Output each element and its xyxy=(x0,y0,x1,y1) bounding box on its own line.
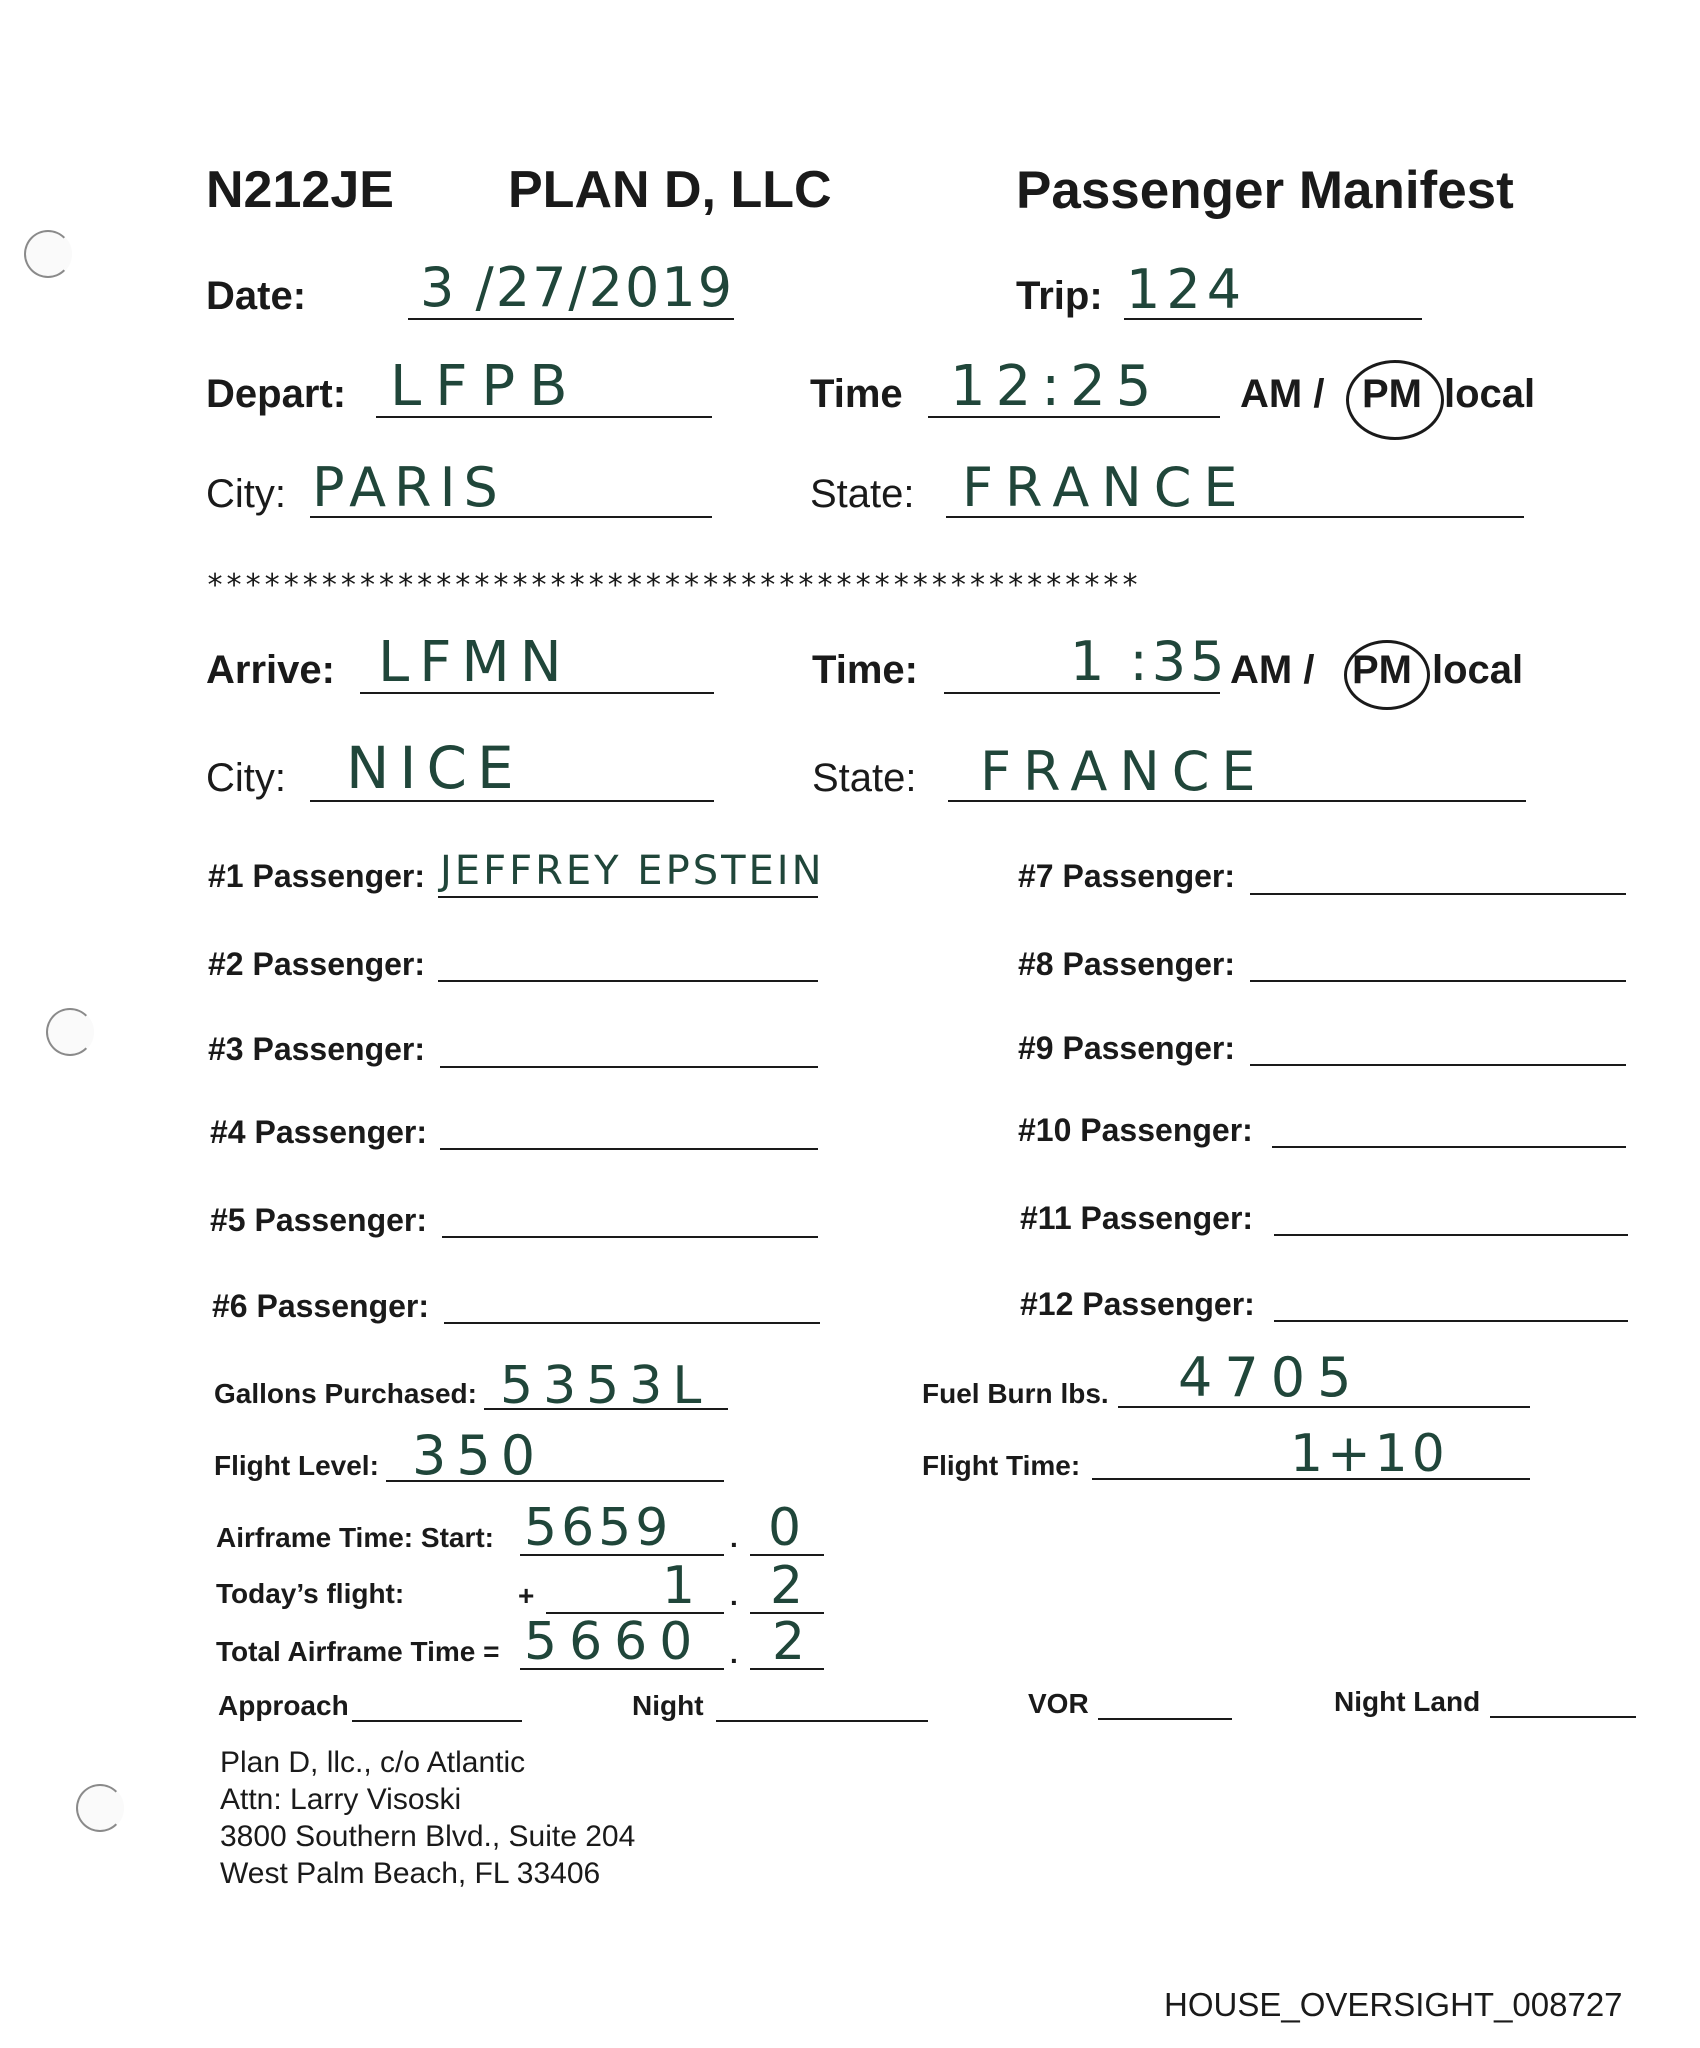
form-title: Passenger Manifest xyxy=(1016,161,1514,220)
airframe-start-whole: 5659 xyxy=(524,1498,673,1558)
passenger-8-line xyxy=(1250,980,1626,982)
arrive-state-label: State: xyxy=(812,756,917,800)
address-line-4: West Palm Beach, FL 33406 xyxy=(220,1857,601,1890)
passenger-9-line xyxy=(1250,1064,1626,1066)
depart-state-label: State: xyxy=(810,472,915,516)
passenger-12-label: #12 Passenger: xyxy=(1020,1286,1255,1322)
address-line-2: Attn: Larry Visoski xyxy=(220,1783,462,1816)
gallons-label: Gallons Purchased: xyxy=(214,1378,477,1409)
total-airframe-dot: . xyxy=(730,1638,738,1669)
passenger-3-line xyxy=(440,1066,818,1068)
arrive-time-value: 1 :35 xyxy=(1070,630,1229,693)
passenger-1-line xyxy=(438,896,818,898)
date-label: Date: xyxy=(206,274,307,318)
passenger-7-line xyxy=(1250,893,1626,895)
depart-time-value: 12:25 xyxy=(950,354,1162,419)
depart-pm-label: PM xyxy=(1362,372,1422,416)
passenger-11-label: #11 Passenger: xyxy=(1020,1200,1254,1236)
approach-label: Approach xyxy=(218,1690,349,1721)
depart-city-label: City: xyxy=(206,472,286,516)
binder-hole-middle xyxy=(46,1008,94,1056)
vor-label: VOR xyxy=(1028,1688,1089,1719)
arrive-state-value: FRANCE xyxy=(980,740,1268,803)
passenger-4-line xyxy=(440,1148,818,1150)
depart-am-label: AM / xyxy=(1240,372,1325,416)
passenger-11-line xyxy=(1274,1234,1628,1236)
separator-stars: ************************************************* xyxy=(206,568,1141,603)
depart-city-value: PARIS xyxy=(312,456,506,519)
address-line-1: Plan D, llc., c/o Atlantic xyxy=(220,1746,526,1779)
passenger-6-line xyxy=(444,1322,820,1324)
total-airframe-label: Total Airframe Time = xyxy=(216,1636,500,1667)
passenger-10-line xyxy=(1272,1146,1626,1148)
passenger-6-label: #6 Passenger: xyxy=(212,1288,430,1324)
arrive-city-value: NICE xyxy=(346,734,524,802)
flight-level-label: Flight Level: xyxy=(214,1450,379,1481)
arrive-local-label: local xyxy=(1432,648,1524,692)
passenger-1-label: #1 Passenger: xyxy=(208,858,426,894)
passenger-5-line xyxy=(442,1236,818,1238)
fuel-burn-label: Fuel Burn lbs. xyxy=(922,1378,1109,1409)
depart-time-label: Time xyxy=(810,372,903,416)
flight-time-value: 1+10 xyxy=(1290,1424,1449,1484)
flight-time-label: Flight Time: xyxy=(922,1450,1081,1481)
total-airframe-whole: 5660 xyxy=(524,1612,705,1672)
trip-label: Trip: xyxy=(1016,274,1103,318)
passenger-12-line xyxy=(1274,1320,1628,1322)
passenger-8-label: #8 Passenger: xyxy=(1018,946,1236,982)
passenger-7-label: #7 Passenger: xyxy=(1018,858,1236,894)
approach-line xyxy=(352,1720,522,1722)
arrive-label: Arrive: xyxy=(206,648,335,692)
night-land-line xyxy=(1490,1716,1636,1718)
todays-flight-whole: 1 xyxy=(662,1556,702,1616)
company-name: PLAN D, LLC xyxy=(508,161,832,219)
address-line-3: 3800 Southern Blvd., Suite 204 xyxy=(220,1820,636,1853)
date-value: 3 /27/2019 xyxy=(420,256,735,319)
depart-value: LFPB xyxy=(390,354,582,419)
arrive-value: LFMN xyxy=(378,630,572,695)
todays-flight-plus: + xyxy=(518,1580,535,1611)
arrive-pm-label: PM xyxy=(1352,648,1412,692)
night-land-label: Night Land xyxy=(1334,1686,1481,1717)
flight-level-value: 350 xyxy=(412,1424,546,1487)
depart-label: Depart: xyxy=(206,372,347,416)
arrive-time-label: Time: xyxy=(812,648,918,692)
binder-hole-top xyxy=(24,230,72,278)
passenger-1-value: JEFFREY EPSTEIN xyxy=(440,848,825,894)
todays-flight-dot: . xyxy=(730,1580,738,1611)
total-airframe-tenths: 2 xyxy=(772,1612,812,1672)
passenger-4-label: #4 Passenger: xyxy=(210,1114,428,1150)
airframe-start-label: Airframe Time: Start: xyxy=(216,1522,495,1553)
arrive-city-label: City: xyxy=(206,756,286,800)
night-line xyxy=(716,1720,928,1722)
tail-number: N212JE xyxy=(206,161,394,219)
passenger-10-label: #10 Passenger: xyxy=(1018,1112,1253,1148)
passenger-3-label: #3 Passenger: xyxy=(208,1031,426,1067)
depart-state-value: FRANCE xyxy=(962,456,1250,519)
airframe-start-tenths: 0 xyxy=(768,1498,808,1558)
todays-flight-tenths: 2 xyxy=(770,1556,810,1616)
fuel-burn-value: 4705 xyxy=(1178,1346,1364,1409)
passenger-2-label: #2 Passenger: xyxy=(208,946,426,982)
passenger-2-line xyxy=(438,980,818,982)
gallons-value: 5353L xyxy=(500,1356,712,1416)
binder-hole-bottom xyxy=(76,1784,124,1832)
passenger-5-label: #5 Passenger: xyxy=(210,1202,428,1238)
arrive-am-label: AM / xyxy=(1230,648,1315,692)
bates-number: HOUSE_OVERSIGHT_008727 xyxy=(1164,1986,1623,2023)
depart-local-label: local xyxy=(1444,372,1536,416)
trip-value: 124 xyxy=(1126,258,1248,321)
passenger-9-label: #9 Passenger: xyxy=(1018,1030,1236,1066)
todays-flight-label: Today’s flight: xyxy=(216,1578,405,1609)
airframe-start-dot: . xyxy=(730,1522,738,1553)
vor-line xyxy=(1098,1718,1232,1720)
night-label: Night xyxy=(632,1690,704,1721)
